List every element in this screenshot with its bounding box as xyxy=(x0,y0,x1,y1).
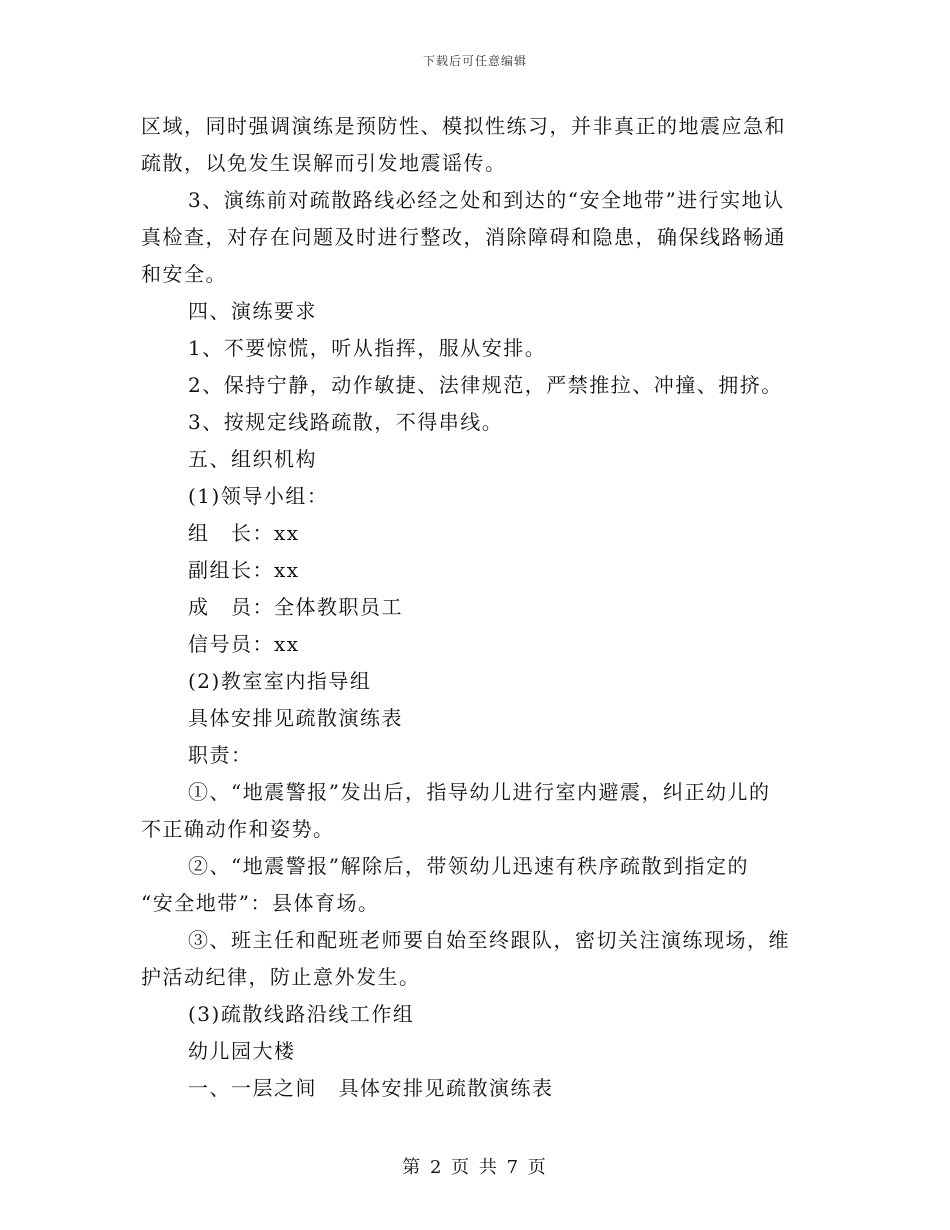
text-line: 信号员：xx xyxy=(188,632,300,656)
subsection-heading: (3)疏散线路沿线工作组 xyxy=(188,1002,415,1026)
text-line: 组 长：xx xyxy=(188,521,300,545)
text-line: 幼儿园大楼 xyxy=(188,1039,296,1063)
subsection-heading: (1)领导小组： xyxy=(188,484,329,508)
text-line: 1、不要惊慌，听从指挥，服从安排。 xyxy=(188,336,547,360)
text-line: 3、按规定线路疏散，不得串线。 xyxy=(188,410,504,434)
section-heading: 五、组织机构 xyxy=(188,447,317,471)
text-line: 3、演练前对疏散路线必经之处和到达的“安全地带”进行实地认 xyxy=(188,188,785,212)
text-line: 和安全。 xyxy=(141,262,227,286)
page-header: 下载后可任意编辑 xyxy=(422,54,527,68)
text-line: 成 员：全体教职员工 xyxy=(188,595,403,619)
text-line: 疏散，以免发生误解而引发地震谣传。 xyxy=(141,151,507,175)
text-line: 2、保持宁静，动作敏捷、法律规范，严禁推拉、冲撞、拥挤。 xyxy=(188,373,783,397)
text-line: 区域，同时强调演练是预防性、模拟性练习，并非真正的地震应急和 xyxy=(141,114,786,138)
text-line: ③、班主任和配班老师要自始至终跟队，密切关注演练现场，维 xyxy=(188,928,790,952)
text-line: ②、“地震警报”解除后，带领幼儿迅速有秩序疏散到指定的 xyxy=(188,854,749,878)
section-heading: 四、演练要求 xyxy=(188,299,317,323)
text-line: 副组长：xx xyxy=(188,558,300,582)
text-line: 具体安排见疏散演练表 xyxy=(188,706,403,730)
text-line: 一、一层之间 具体安排见疏散演练表 xyxy=(188,1076,554,1100)
page-footer: 第 2 页 共 7 页 xyxy=(402,1157,548,1178)
text-line: 不正确动作和姿势。 xyxy=(141,817,335,841)
text-line: 真检查，对存在问题及时进行整改，消除障碍和隐患，确保线路畅通 xyxy=(141,225,786,249)
subsection-heading: (2)教室室内指导组 xyxy=(188,669,372,693)
text-line: 职责： xyxy=(188,743,253,767)
text-line: “安全地带”：县体育场。 xyxy=(141,891,380,915)
text-line: ①、“地震警报”发出后，指导幼儿进行室内避震，纠正幼儿的 xyxy=(188,780,771,804)
document-body xyxy=(141,108,821,1107)
text-line: 护活动纪律，防止意外发生。 xyxy=(141,965,421,989)
